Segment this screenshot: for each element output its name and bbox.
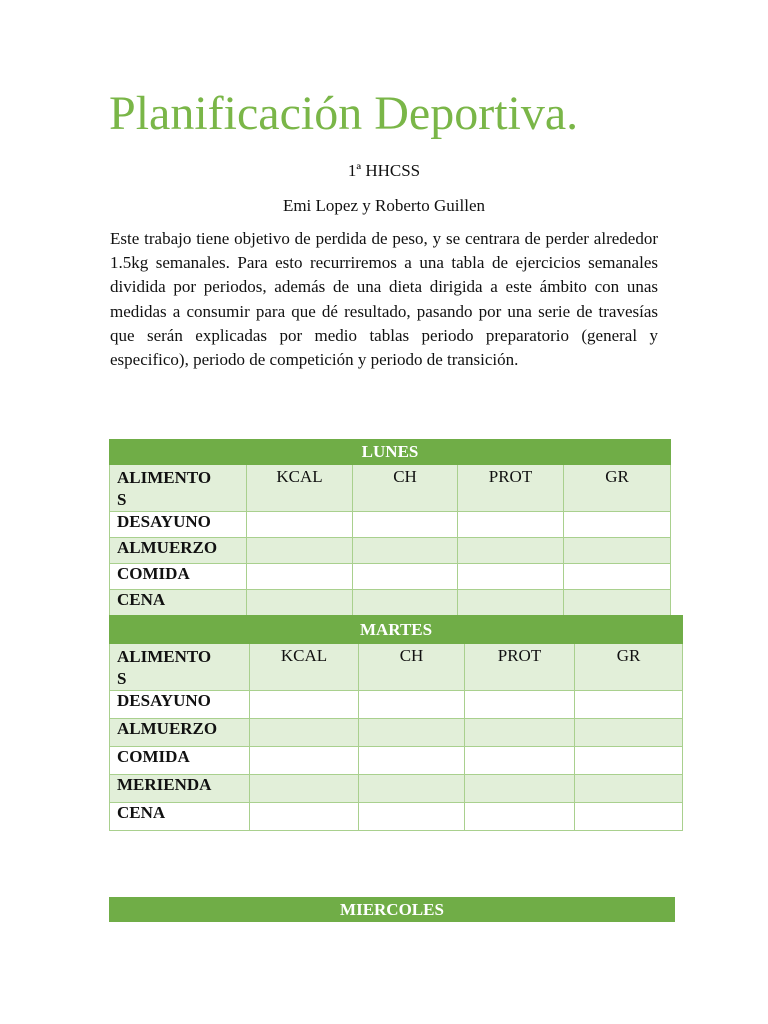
table-cell[interactable] [564,512,671,538]
table-cell[interactable] [250,747,359,775]
table-cell[interactable] [247,512,353,538]
table-cell[interactable] [250,775,359,803]
miercoles-day-header: MIERCOLES [110,898,675,922]
table-row [110,691,683,719]
table-cell[interactable] [564,538,671,564]
meal-label: MERIENDA [110,775,250,803]
table-cell[interactable] [250,719,359,747]
table-cell[interactable] [247,538,353,564]
table-cell[interactable] [458,538,564,564]
meal-label: ALMUERZO [110,719,250,747]
table-cell[interactable] [465,691,575,719]
table-cell[interactable] [250,691,359,719]
table-cell[interactable] [465,803,575,831]
column-header-alimentos: ALIMENTO S [110,644,250,691]
martes-day-header: MARTES [110,616,683,644]
table-cell[interactable] [359,691,465,719]
table-row [110,747,683,775]
meal-label: COMIDA [110,747,250,775]
column-header-ch: CH [359,644,465,691]
table-cell[interactable] [564,590,671,616]
table-cell[interactable] [465,719,575,747]
column-header-kcal: KCAL [247,465,353,512]
table-row [110,538,671,564]
table-cell[interactable] [575,691,683,719]
table-cell[interactable] [353,564,458,590]
meal-label: DESAYUNO [110,691,250,719]
table-cell[interactable] [359,803,465,831]
table-cell[interactable] [564,564,671,590]
table-cell[interactable] [465,747,575,775]
table-cell[interactable] [250,803,359,831]
table-row [110,564,671,590]
column-header-ch: CH [353,465,458,512]
meal-label: CENA [110,590,247,616]
table-cell[interactable] [247,564,353,590]
table-row [110,590,671,616]
table-cell[interactable] [575,719,683,747]
lunes-table [109,439,671,616]
authors-line: Emi Lopez y Roberto Guillen [282,196,486,215]
table-cell[interactable] [247,590,353,616]
table-row [110,512,671,538]
martes-table [109,615,683,831]
miercoles-table [109,897,675,922]
table-cell[interactable] [575,803,683,831]
table-cell[interactable] [458,512,564,538]
table-cell[interactable] [575,775,683,803]
course-label: 1ª HHCSS [347,161,421,180]
column-header-prot: PROT [465,644,575,691]
table-cell[interactable] [353,590,458,616]
table-row [110,719,683,747]
meal-label: ALMUERZO [110,538,247,564]
table-cell[interactable] [575,747,683,775]
table-cell[interactable] [359,747,465,775]
table-cell[interactable] [465,775,575,803]
column-header-kcal: KCAL [250,644,359,691]
table-cell[interactable] [353,512,458,538]
table-cell[interactable] [458,564,564,590]
document-title: Planificación Deportiva. [109,87,579,140]
column-header-gr: GR [575,644,683,691]
column-header-gr: GR [564,465,671,512]
column-header-prot: PROT [458,465,564,512]
intro-paragraph: Este trabajo tiene objetivo de perdida de peso, y se centrara de perder alrededor 1.5kg semanales. Para esto recurriremos a una tabla de ejercicios semanales dividida por periodos, además de una dieta dirigida a este ámbito con unas medidas a consumir para que dé resultado, pasando por una serie de travesías que serán explicadas por medio tablas periodo preparatorio (general y especifico), periodo de competición y periodo de transición. [110,229,658,370]
meal-label: DESAYUNO [110,512,247,538]
table-cell[interactable] [359,775,465,803]
column-header-alimentos: ALIMENTO S [110,465,247,512]
table-row [110,803,683,831]
meal-label: COMIDA [110,564,247,590]
table-row [110,775,683,803]
table-cell[interactable] [353,538,458,564]
meal-label: CENA [110,803,250,831]
table-cell[interactable] [458,590,564,616]
lunes-day-header: LUNES [110,440,671,465]
table-cell[interactable] [359,719,465,747]
